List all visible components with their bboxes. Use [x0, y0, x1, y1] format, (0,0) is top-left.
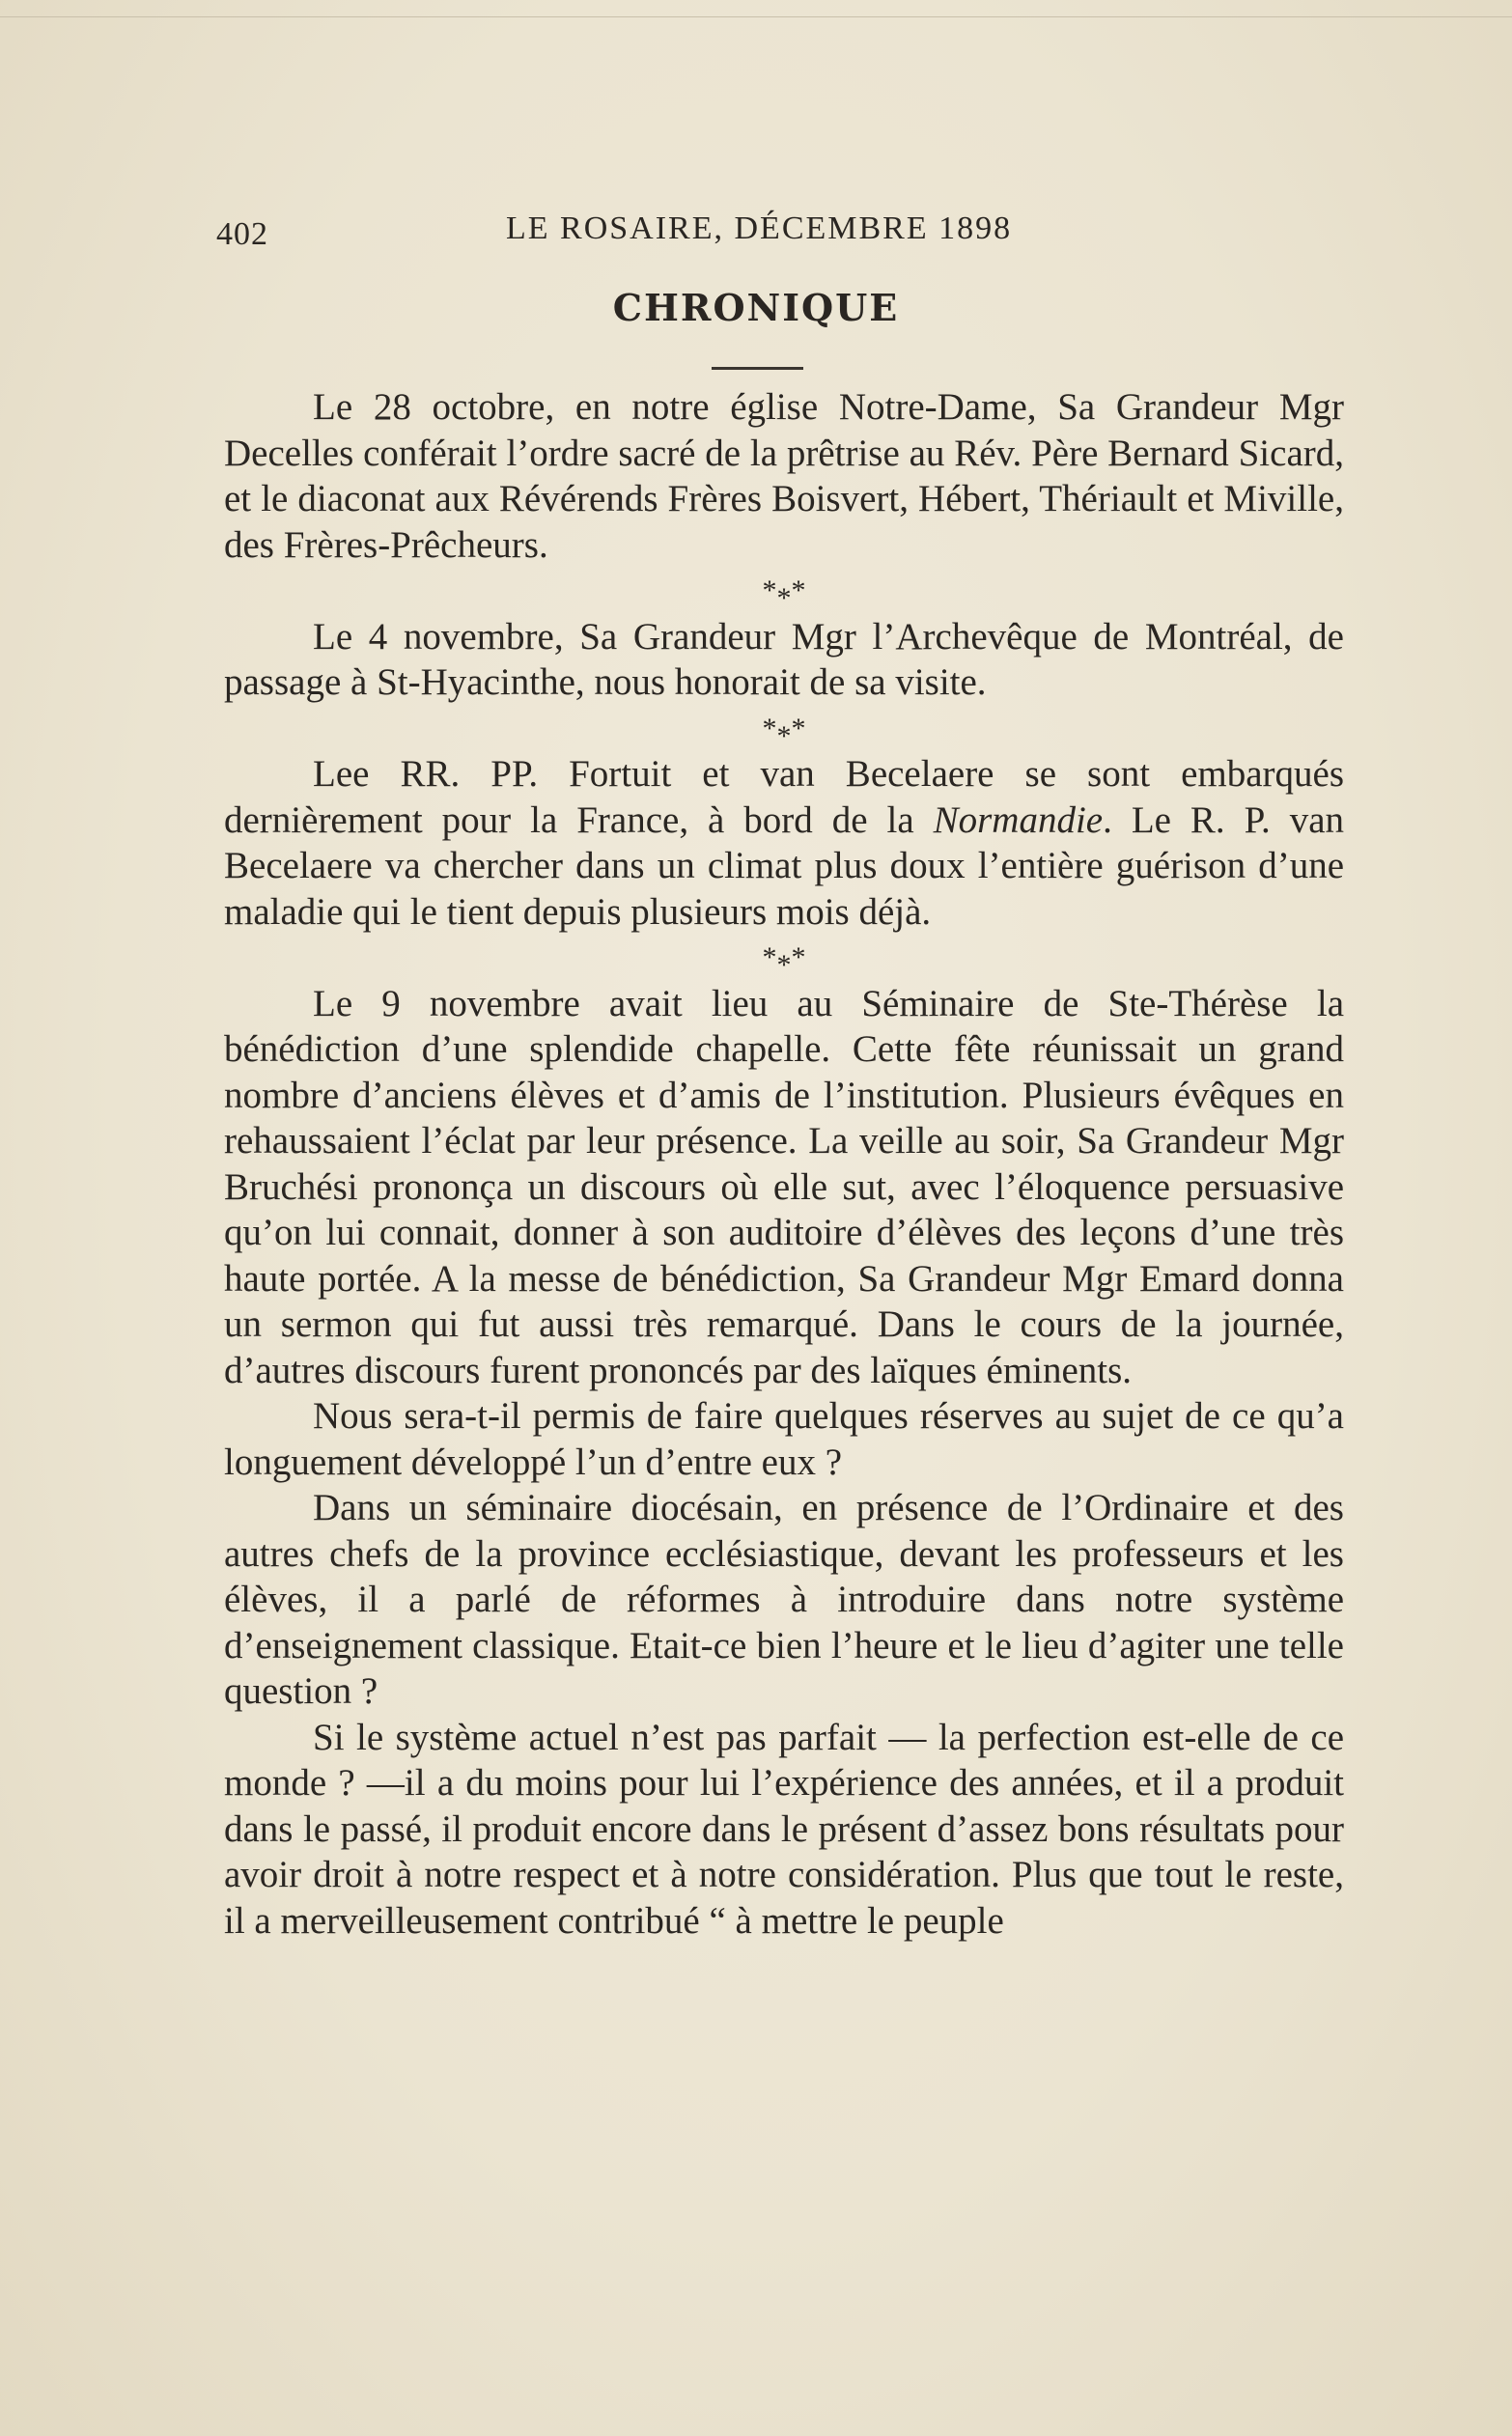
- article-body: [224, 384, 1344, 1944]
- asterism-star: *: [791, 941, 806, 973]
- paragraph-text: Le 28 octobre, en notre église Notre-Dame, Sa Grandeur Mgr Decelles conférait l’ordre sacré de la prêtrise au Rév. Père Bernard Sicard, et le diaconat aux Révérends Frères Boisvert, Hébert, Thériault et Miville, des Frères-Prêcheurs.: [224, 386, 1344, 566]
- asterism-star: *: [762, 574, 777, 606]
- asterism-star: *: [762, 712, 777, 744]
- page-edge-line: [0, 16, 1512, 17]
- paragraph-archbishop-visit: [224, 614, 1344, 706]
- paragraph-text: Lee RR. PP. Fortuit et van Becelaere se sont embarqués dernièrement pour la France, à bord de la: [224, 753, 1344, 841]
- running-head: LE ROSAIRE, DÉCEMBRE 1898: [506, 210, 1013, 246]
- page-number: 402: [216, 216, 268, 252]
- asterism-star: *: [776, 949, 792, 981]
- paragraph-departure-france: [224, 751, 1344, 935]
- paragraph-text: . Le R. P. van Becelaere va chercher dans un climat plus doux l’entière guérison d’une maladie qui le tient depuis plusieurs mois déjà.: [224, 798, 1344, 933]
- paragraph-text: Nous sera-t-il permis de faire quelques réserves au sujet de ce qu’a longuement développé l’un d’entre eux ?: [224, 1395, 1344, 1483]
- asterism-separator: [224, 706, 1344, 752]
- paragraph-reserves: [224, 1393, 1344, 1485]
- paragraph-current-system: [224, 1715, 1344, 1945]
- asterism-star: *: [791, 574, 806, 606]
- title-rule: [712, 367, 803, 370]
- asterism-star: *: [762, 941, 777, 973]
- asterism-star: *: [776, 582, 792, 614]
- asterism-separator: [224, 568, 1344, 614]
- paragraph-text: Dans un séminaire diocésain, en présence de l’Ordinaire et des autres chefs de la province ecclésiastique, devant les professeurs et les élèves, il a parlé de réformes à introduire dans notre système d’enseignement classique. Etait-ce bien l’heure et le lieu d’agiter une telle question ?: [224, 1487, 1344, 1712]
- page-header: [216, 210, 1356, 259]
- paragraph-chapel-blessing: [224, 981, 1344, 1394]
- article-title: CHRONIQUE: [612, 286, 900, 329]
- ship-name: Normandie: [933, 798, 1104, 841]
- asterism-separator: [224, 935, 1344, 981]
- paragraph-text: Le 4 novembre, Sa Grandeur Mgr l’Archevêque de Montréal, de passage à St-Hyacinthe, nous honorait de sa visite.: [224, 615, 1344, 703]
- paragraph-text: Le 9 novembre avait lieu au Séminaire de Ste-Thérèse la bénédiction d’une splendide chapelle. Cette fête réunissait un grand nombre d’anciens élèves et d’amis de l’institution. Plusieurs évêques en rehaussaient l’éclat par leur présence. La veille au soir, Sa Grandeur Mgr Bruchési prononça un discours où elle sut, avec l’éloquence persuasive qu’on lui connait, donner à son auditoire d’élèves des leçons d’une très haute portée. A la messe de bénédiction, Sa Grandeur Mgr Emard donna un sermon qui fut aussi très remarqué. Dans le cours de la journée, d’autres discours furent prononcés par des laïques éminents.: [224, 982, 1344, 1391]
- asterism-star: *: [776, 719, 792, 752]
- paragraph-ordination: [224, 384, 1344, 568]
- paragraph-text: Si le système actuel n’est pas parfait — la perfection est-elle de ce monde ? —il a du moins pour lui l’expérience des années, et il a produit dans le passé, il produit encore dans le présent d’assez bons résultats pour avoir droit à notre respect et à notre considération. Plus que tout le reste, il a merveilleusement contribué “ à mettre le peuple: [224, 1716, 1344, 1942]
- asterism-star: *: [791, 712, 806, 744]
- paragraph-seminary-reform: [224, 1485, 1344, 1715]
